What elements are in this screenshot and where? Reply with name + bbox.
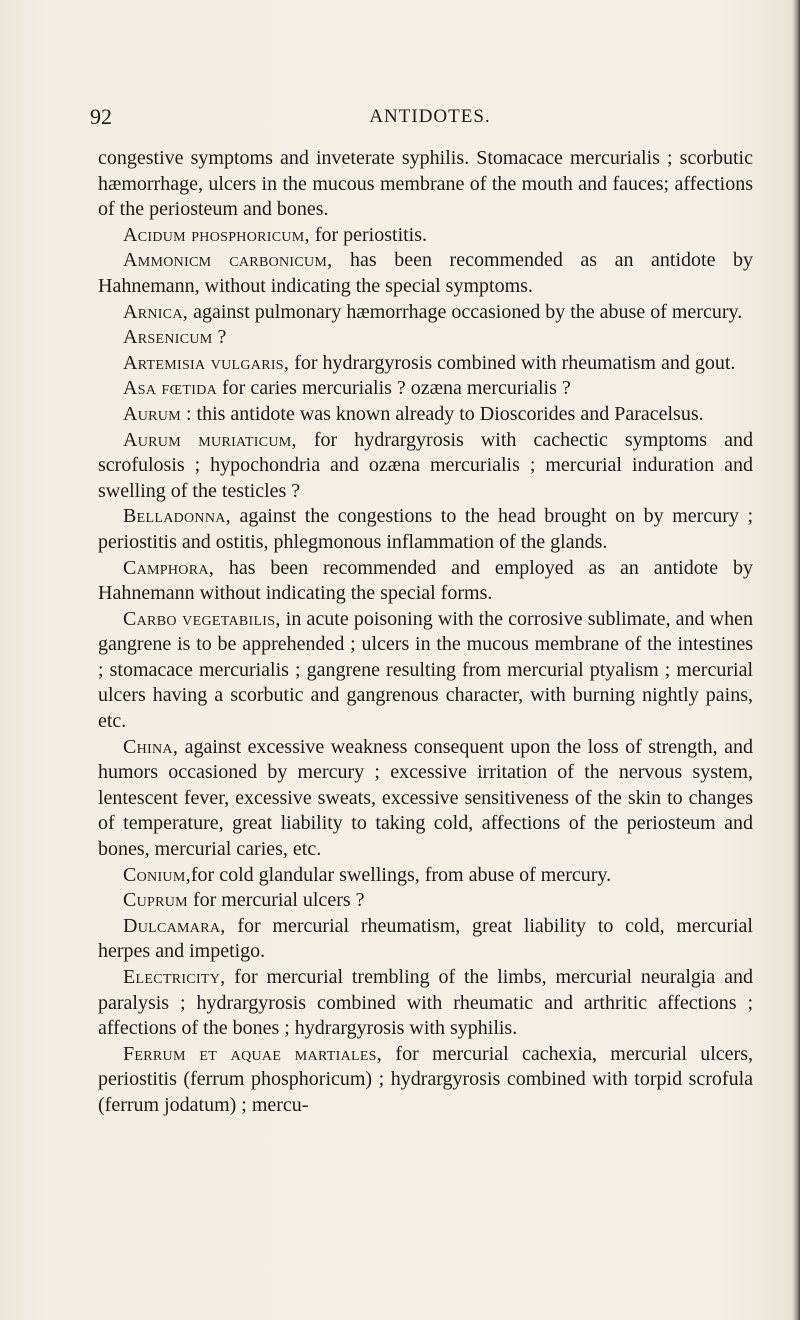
remedy-name: Asa fœtida [123, 377, 218, 400]
entry-text: for mercurial rheumatism, great liability to cold, mercurial herpes and impetigo. [98, 914, 753, 963]
entry-text: for periostitis. [309, 223, 428, 246]
remedy-name: Cuprum [123, 889, 188, 912]
entry-text: in acute poisoning with the corrosive sublimate, and when gangrene is to be apprehended ; ulcers in the mucous membrane of the intestines ; stomacace mercurialis ; gangrene resulting from mercurial ptyalism ; mercurial ulcers having a scorbutic and gangrenous character, with burning nightly pains, etc. [98, 607, 753, 733]
entry [98, 965, 753, 1042]
entry [98, 325, 753, 351]
page-number: 92 [90, 104, 112, 129]
entry [98, 1042, 753, 1119]
entry-text: congestive symptoms and inveterate syphilis. Stomacace mercurialis ; scorbutic hæmorrhage, ulcers in the mucous membrane of the mouth and fauces; affections of the periosteum and bones. [98, 147, 753, 221]
running-head: ANTIDOTES. [369, 106, 491, 127]
entry [98, 351, 753, 377]
entry-text: for cold glandular swellings, from abuse of mercury. [190, 863, 612, 886]
remedy-name: Camphora, [123, 556, 215, 579]
remedy-name: Acidum phosphoricum, [123, 223, 310, 246]
entry-text: against pulmonary hæmorrhage occasioned by the abuse of mercury. [188, 300, 743, 323]
entry-text: for mercurial trembling of the limbs, mercurial neuralgia and paralysis ; hydrargyrosis combined with rheumatic and arthritic affections ; affections of the bones ; hydrargyrosis with syphilis. [98, 966, 753, 1040]
remedy-name: Ammonicm carbonicum, [123, 249, 333, 272]
remedy-name: Arnica, [123, 300, 189, 323]
remedy-name: Dulcamara, [123, 914, 226, 937]
remedy-name: Carbo vegetabilis, [123, 607, 281, 630]
page-header [90, 102, 750, 132]
entry [98, 556, 753, 607]
remedy-name: Arsenicum [123, 326, 213, 349]
remedy-name: China, [123, 735, 179, 758]
page-edge-shadow [792, 0, 800, 1320]
entry [98, 735, 753, 863]
entry-text: for mercurial cachexia, mercurial ulcers, periostitis (ferrum phosphoricum) ; hydrargyrosis combined with torpid scrofula (ferrum jodatum) ; mercu- [98, 1042, 753, 1116]
remedy-name: Artemisia vulgaris, [123, 351, 290, 374]
entry [98, 914, 753, 965]
entry [98, 607, 753, 735]
entry-text: ? [212, 326, 227, 349]
entry-text: has been recommended as an antidote by Hahnemann, without indicating the special symptoms. [98, 249, 753, 297]
entry [98, 428, 753, 505]
entry [98, 376, 753, 402]
remedy-name: Aurum muriaticum, [123, 428, 297, 451]
entry [98, 504, 753, 555]
entry-continuation [98, 146, 753, 223]
entry-text: against excessive weakness consequent upon the loss of strength, and humors occasioned by mercury ; excessive irritation of the nervous system, lentescent fever, excessive sweats, excessive sensitiveness of the skin to changes of temperature, great liability to taking cold, affections of the periosteum and bones, mercurial caries, etc. [98, 735, 753, 861]
entry [98, 248, 753, 299]
entry-text: against the congestions to the head brought on by mercury ; periostitis and ostitis, phlegmonous inflammation of the glands. [98, 505, 753, 553]
remedy-name: Belladonna, [123, 505, 231, 528]
remedy-name: Ferrum et aquae martiales, [123, 1042, 383, 1065]
entry-text: : this antidote was known already to Dioscorides and Paracelsus. [180, 402, 704, 425]
entry-text: for hydrargyrosis combined with rheumatism and gout. [289, 351, 736, 374]
entry [98, 223, 753, 249]
entry [98, 402, 753, 428]
entry-text: has been recommended and employed as an antidote by Hahnemann without indicating the special forms. [98, 556, 753, 605]
entry-text: for caries mercurialis ? ozæna mercurialis ? [217, 377, 571, 400]
entry [98, 888, 753, 914]
remedy-name: Aurum [123, 402, 181, 425]
remedy-name: Conium, [123, 863, 191, 886]
entry-text: for mercurial ulcers ? [187, 889, 365, 912]
entry-text: for hydrargyrosis with cachectic symptoms and scrofulosis ; hypochondria and ozæna mercurialis ; mercurial induration and swelling of the testicles ? [98, 428, 753, 502]
entry [98, 300, 753, 326]
body-text [98, 146, 753, 1119]
entry [98, 863, 753, 889]
remedy-name: Electricity, [123, 966, 226, 988]
